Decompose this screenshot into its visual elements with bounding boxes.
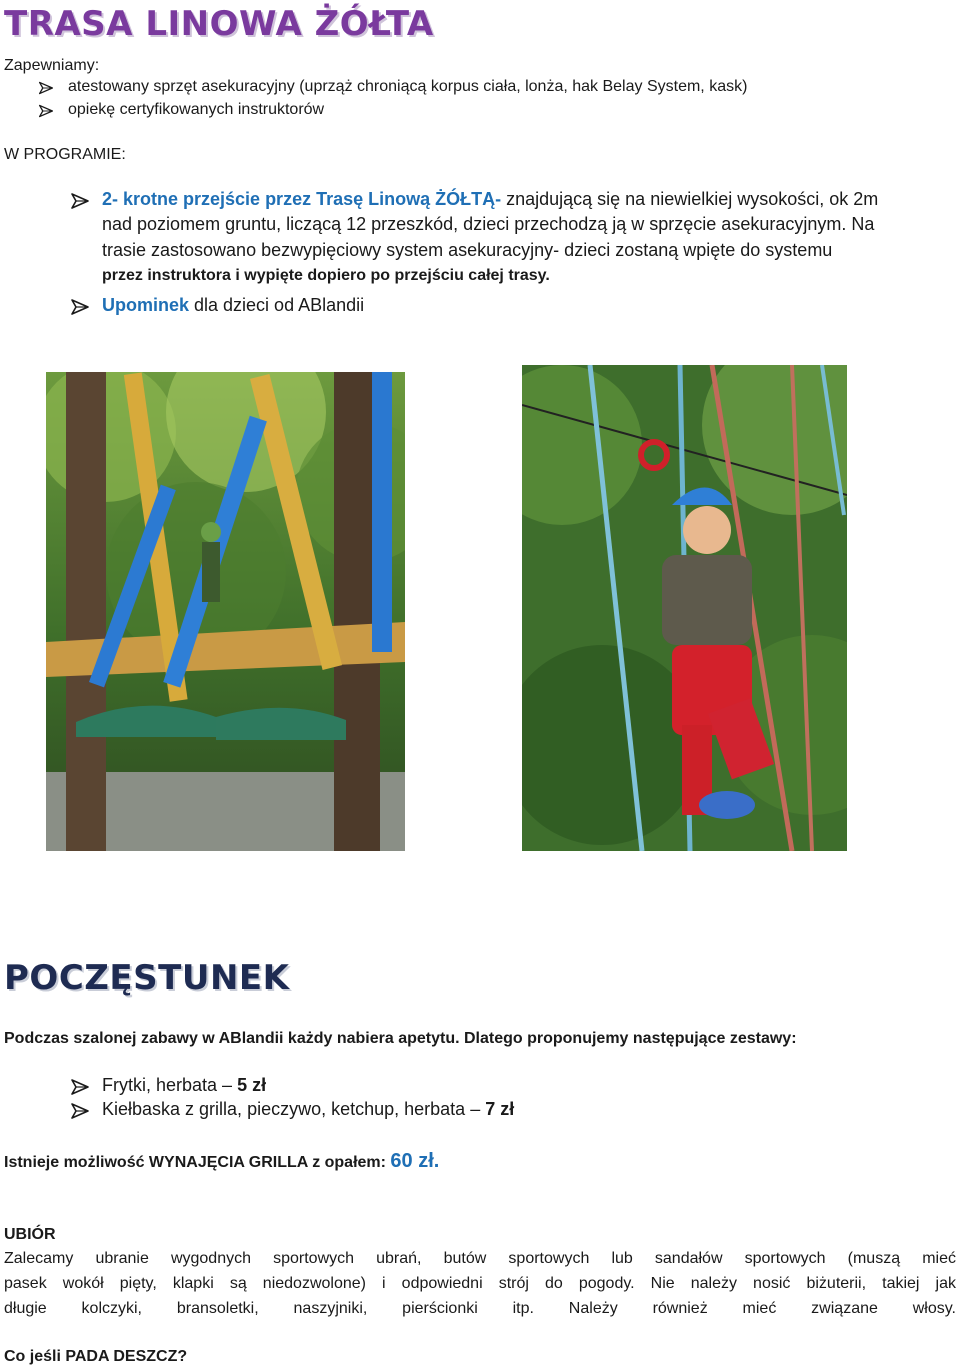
grill-rental-text: Istnieje możliwość WYNAJĘCIA GRILLA z opałem: (4, 1154, 391, 1171)
program-item-1-rest: znajdującą się na niewielkiej wysokości, ok 2m (501, 189, 879, 209)
program-item-1-line4: przez instruktora i wypięte dopiero po przejściu całej trasy. (102, 267, 550, 284)
provide-item-text: atestowany sprzęt asekuracyjny (uprząż chroniącą korpus ciała, lonża, hak Belay System, kask) (68, 78, 748, 95)
clothing-heading: UBIÓR (4, 1226, 56, 1243)
program-item-1-line3: trasie zastosowano bezwypięciowy system asekuracyjny- dzieci zostaną wpięte do systemu (102, 240, 833, 260)
arrow-bullet-icon (70, 191, 90, 211)
grill-rental-price: 60 zł. (390, 1150, 440, 1172)
arrow-bullet-icon (70, 297, 90, 317)
program-item-1-line1 (102, 189, 878, 210)
menu-item-name: Kiełbaska z grilla, pieczywo, ketchup, herbata – (102, 1099, 486, 1119)
grill-rental (4, 1150, 439, 1173)
rain-question: Co jeśli PADA DESZCZ? (4, 1348, 188, 1365)
program-item-1-line2: nad poziomem gruntu, liczącą 12 przeszkód, dzieci przechodzą ją w sprzęcie asekuracyjnym. Na (102, 214, 875, 234)
list-item (38, 78, 747, 96)
arrow-bullet-icon (38, 103, 54, 119)
program-item-1-highlight: 2- krotne przejście przez Trasę Linową ŻÓŁTĄ- (102, 189, 502, 209)
program-item-2-highlight: Upominek (102, 295, 190, 315)
clothing-line-3: długie kolczyki, bransoletki, naszyjniki, pierścionki itp. Należy również mieć związane włosy. (4, 1300, 956, 1317)
section-title-refreshments: POCZĘSTUNEK (4, 958, 290, 998)
menu-item-price: 5 zł (237, 1075, 267, 1095)
program-label: W PROGRAMIE: (4, 146, 126, 163)
menu-item (102, 1099, 514, 1120)
rope-course-photo (46, 372, 405, 851)
clothing-line-2: pasek wokół pięty, klapki są niedozwolone) i odpowiedni strój do pogody. Nie należy nosić biżuterii, takiej jak (4, 1275, 956, 1292)
page-title: TRASA LINOWA ŻÓŁTA (4, 4, 434, 44)
program-item-2-rest: dla dzieci od ABlandii (189, 295, 365, 315)
refreshments-intro: Podczas szalonej zabawy w ABlandii każdy nabiera apetytu. Dlatego proponujemy następujące zestawy: (4, 1030, 797, 1047)
clothing-line-1: Zalecamy ubranie wygodnych sportowych ubrań, butów sportowych lub sandałów sportowych (muszą mieć (4, 1250, 956, 1267)
arrow-bullet-icon (70, 1101, 90, 1121)
boy-climbing-photo (522, 365, 847, 851)
arrow-bullet-icon (38, 80, 54, 96)
arrow-bullet-icon (70, 1077, 90, 1097)
program-item-2 (102, 295, 364, 316)
list-item (38, 101, 324, 119)
menu-item (102, 1075, 266, 1096)
menu-item-price: 7 zł (485, 1099, 515, 1119)
intro-label: Zapewniamy: (4, 57, 100, 74)
provide-item-text: opiekę certyfikowanych instruktorów (68, 101, 325, 118)
menu-item-name: Frytki, herbata – (102, 1075, 238, 1095)
